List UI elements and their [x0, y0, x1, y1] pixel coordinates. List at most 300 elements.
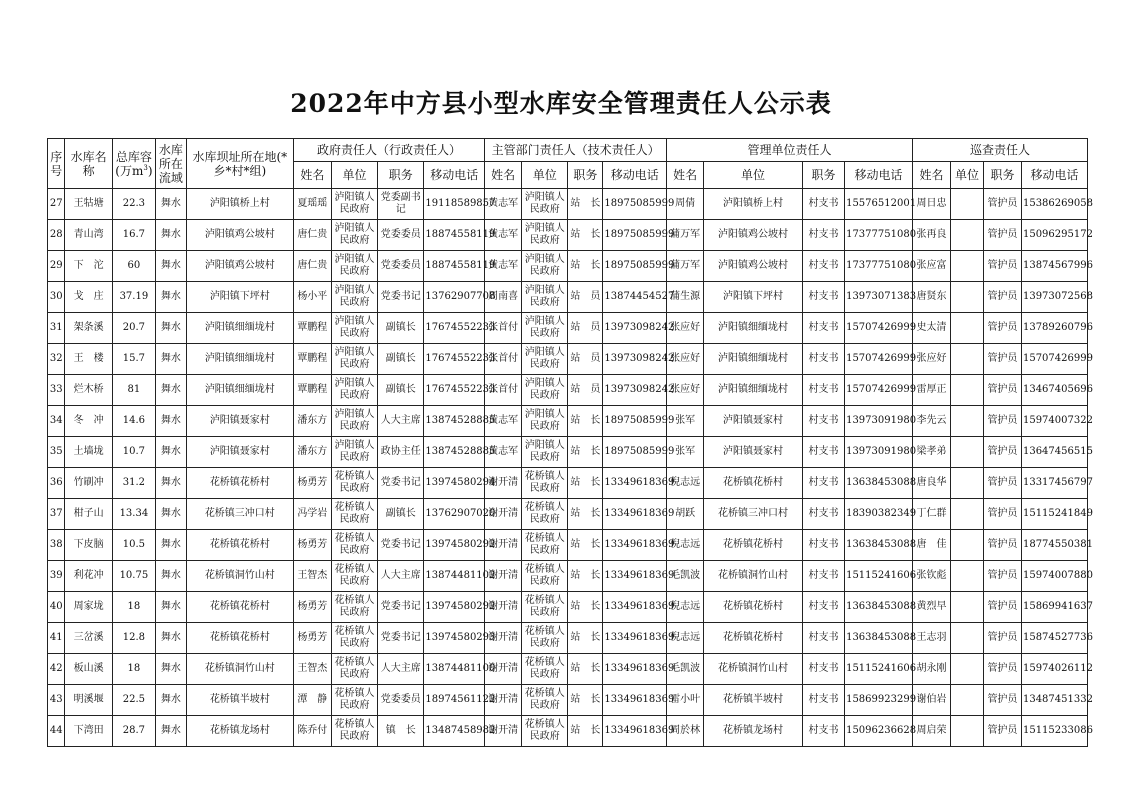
cell-reservoir-name: 下 沱	[65, 251, 112, 282]
cell-mgmt-phone: 13638453088	[845, 468, 913, 499]
cell-gov-phone: 13874528885	[424, 406, 485, 437]
cell-gov-unit: 泸阳镇人民政府	[331, 375, 377, 406]
cell-patrol-name: 李先云	[912, 406, 950, 437]
cell-dam-location: 花桥镇半坡村	[186, 685, 293, 716]
cell-patrol-name: 王志羽	[912, 623, 950, 654]
cell-gov-phone: 13974580294	[424, 468, 485, 499]
cell-patrol-unit	[951, 437, 984, 468]
cell-mgmt-post: 村支书	[802, 499, 844, 530]
header-capacity-close: )	[147, 163, 153, 178]
cell-mgmt-phone: 13973091980	[845, 406, 913, 437]
cell-mgmt-name: 倪志远	[667, 592, 704, 623]
cell-patrol-unit	[951, 375, 984, 406]
cell-mgmt-name: 蒲万军	[667, 251, 704, 282]
cell-reservoir-name: 周家垅	[65, 592, 112, 623]
cell-patrol-post: 管护员	[983, 437, 1021, 468]
cell-capacity: 13.34	[112, 499, 155, 530]
cell-dept-unit: 花桥镇人民政府	[522, 468, 568, 499]
cell-dept-post: 站 长	[568, 499, 603, 530]
cell-gov-post: 党委书记	[378, 530, 424, 561]
cell-mgmt-unit: 花桥镇三冲口村	[704, 499, 803, 530]
cell-seq: 42	[48, 654, 65, 685]
cell-mgmt-post: 村支书	[802, 282, 844, 313]
cell-dept-name: 谢开清	[485, 685, 522, 716]
page-title: 2022年中方县小型水库安全管理责任人公示表	[290, 89, 832, 118]
cell-mgmt-phone: 17377751080	[845, 220, 913, 251]
cell-mgmt-post: 村支书	[802, 406, 844, 437]
table-row	[48, 282, 1088, 313]
cell-gov-phone: 13974580292	[424, 530, 485, 561]
cell-basin: 舞水	[155, 375, 186, 406]
cell-patrol-phone: 13467405696	[1021, 375, 1087, 406]
cell-dam-location: 泸阳镇细缅垅村	[186, 313, 293, 344]
table-row	[48, 623, 1088, 654]
cell-dept-post: 站 长	[568, 685, 603, 716]
cell-patrol-phone: 13647456515	[1021, 437, 1087, 468]
cell-gov-name: 冯学岩	[293, 499, 331, 530]
cell-gov-unit: 泸阳镇人民政府	[331, 313, 377, 344]
cell-capacity: 18	[112, 592, 155, 623]
cell-mgmt-phone: 13973071383	[845, 282, 913, 313]
cell-gov-phone: 13487458982	[424, 716, 485, 747]
cell-dept-post: 站 长	[568, 623, 603, 654]
cell-dept-name: 谢开清	[485, 468, 522, 499]
cell-dept-name: 谢开清	[485, 499, 522, 530]
table-row	[48, 375, 1088, 406]
header-dept-unit: 单位	[522, 162, 568, 189]
cell-seq: 35	[48, 437, 65, 468]
cell-mgmt-unit: 泸阳镇细缅垅村	[704, 344, 803, 375]
cell-seq: 30	[48, 282, 65, 313]
cell-capacity: 15.7	[112, 344, 155, 375]
cell-dept-post: 站 长	[568, 220, 603, 251]
cell-patrol-post: 管护员	[983, 282, 1021, 313]
cell-dept-unit: 花桥镇人民政府	[522, 592, 568, 623]
cell-basin: 舞水	[155, 468, 186, 499]
cell-dept-post: 站 长	[568, 437, 603, 468]
cell-seq: 37	[48, 499, 65, 530]
cell-gov-phone: 19118589857	[424, 189, 485, 220]
cell-gov-unit: 花桥镇人民政府	[331, 716, 377, 747]
cell-gov-name: 杨勇芳	[293, 592, 331, 623]
cell-dept-unit: 泸阳镇人民政府	[522, 282, 568, 313]
cell-patrol-unit	[951, 251, 984, 282]
cell-mgmt-phone: 15576512001	[845, 189, 913, 220]
cell-basin: 舞水	[155, 530, 186, 561]
header-mgmt-phone: 移动电话	[845, 162, 913, 189]
cell-dam-location: 泸阳镇桥上村	[186, 189, 293, 220]
table-row	[48, 592, 1088, 623]
cell-mgmt-phone: 15869923299	[845, 685, 913, 716]
cell-patrol-phone: 13789260796	[1021, 313, 1087, 344]
cell-dept-phone: 13349618369	[603, 716, 667, 747]
cell-patrol-phone: 15707426999	[1021, 344, 1087, 375]
cell-mgmt-phone: 15707426999	[845, 344, 913, 375]
cell-patrol-post: 管护员	[983, 251, 1021, 282]
cell-gov-name: 覃鹏程	[293, 344, 331, 375]
cell-dept-name: 谢开清	[485, 592, 522, 623]
cell-gov-unit: 花桥镇人民政府	[331, 499, 377, 530]
cell-patrol-name: 丁仁群	[912, 499, 950, 530]
cell-dept-phone: 13349618369	[603, 499, 667, 530]
cell-patrol-unit	[951, 189, 984, 220]
cell-gov-name: 覃鹏程	[293, 313, 331, 344]
cell-patrol-post: 管护员	[983, 375, 1021, 406]
cell-mgmt-unit: 泸阳镇桥上村	[704, 189, 803, 220]
cell-reservoir-name: 王 楼	[65, 344, 112, 375]
cell-patrol-post: 管护员	[983, 530, 1021, 561]
cell-patrol-unit	[951, 220, 984, 251]
cell-gov-unit: 泸阳镇人民政府	[331, 251, 377, 282]
cell-dam-location: 花桥镇花桥村	[186, 468, 293, 499]
cell-patrol-unit	[951, 282, 984, 313]
cell-reservoir-name: 戈 庄	[65, 282, 112, 313]
cell-gov-unit: 泸阳镇人民政府	[331, 406, 377, 437]
cell-patrol-unit	[951, 592, 984, 623]
cell-mgmt-unit: 泸阳镇细缅垅村	[704, 313, 803, 344]
cell-mgmt-phone: 15096236628	[845, 716, 913, 747]
cell-patrol-name: 张钦彪	[912, 561, 950, 592]
header-capacity	[112, 139, 155, 189]
cell-capacity: 18	[112, 654, 155, 685]
cell-gov-phone: 13874481100	[424, 654, 485, 685]
cell-patrol-phone: 13487451332	[1021, 685, 1087, 716]
cell-patrol-name: 唐良华	[912, 468, 950, 499]
cell-gov-phone: 17674552233	[424, 313, 485, 344]
cell-capacity: 81	[112, 375, 155, 406]
cell-patrol-name: 黄烈早	[912, 592, 950, 623]
cell-gov-phone: 13874481102	[424, 561, 485, 592]
cell-dept-name: 黄志军	[485, 251, 522, 282]
cell-dept-unit: 泸阳镇人民政府	[522, 251, 568, 282]
cell-dam-location: 花桥镇三冲口村	[186, 499, 293, 530]
table-row	[48, 406, 1088, 437]
cell-dept-post: 站 长	[568, 530, 603, 561]
cell-basin: 舞水	[155, 282, 186, 313]
cell-seq: 39	[48, 561, 65, 592]
cell-gov-unit: 泸阳镇人民政府	[331, 189, 377, 220]
cell-mgmt-unit: 花桥镇花桥村	[704, 530, 803, 561]
cell-dept-post: 站 长	[568, 406, 603, 437]
cell-mgmt-phone: 15115241606	[845, 561, 913, 592]
cell-mgmt-name: 蒲生源	[667, 282, 704, 313]
cell-dept-unit: 花桥镇人民政府	[522, 685, 568, 716]
cell-patrol-phone: 15974007880	[1021, 561, 1087, 592]
cell-gov-unit: 花桥镇人民政府	[331, 468, 377, 499]
cell-gov-name: 唐仁贵	[293, 220, 331, 251]
cell-mgmt-phone: 15707426999	[845, 313, 913, 344]
cell-reservoir-name: 利花冲	[65, 561, 112, 592]
cell-gov-phone: 18974561122	[424, 685, 485, 716]
cell-reservoir-name: 明溪堰	[65, 685, 112, 716]
header-mgmt-name: 姓名	[667, 162, 704, 189]
table-row	[48, 189, 1088, 220]
cell-capacity: 16.7	[112, 220, 155, 251]
cell-dept-phone: 18975085999	[603, 189, 667, 220]
cell-patrol-name: 张应富	[912, 251, 950, 282]
cell-dept-phone: 13349618369	[603, 468, 667, 499]
cell-dept-name: 黄志军	[485, 189, 522, 220]
cell-basin: 舞水	[155, 437, 186, 468]
cell-dam-location: 泸阳镇细缅垅村	[186, 344, 293, 375]
cell-reservoir-name: 下皮脑	[65, 530, 112, 561]
cell-basin: 舞水	[155, 220, 186, 251]
cell-dept-phone: 13973098242	[603, 375, 667, 406]
table-row	[48, 530, 1088, 561]
cell-reservoir-name: 王牯塘	[65, 189, 112, 220]
cell-basin: 舞水	[155, 189, 186, 220]
cell-capacity: 14.6	[112, 406, 155, 437]
cell-dept-post: 站 长	[568, 561, 603, 592]
cell-patrol-phone: 15115233086	[1021, 716, 1087, 747]
cell-mgmt-name: 蒲万军	[667, 220, 704, 251]
cell-dept-post: 站 长	[568, 468, 603, 499]
header-group-gov: 政府责任人（行政责任人）	[293, 139, 484, 162]
cell-gov-unit: 花桥镇人民政府	[331, 530, 377, 561]
cell-mgmt-name: 周於林	[667, 716, 704, 747]
cell-dept-name: 周南喜	[485, 282, 522, 313]
cell-patrol-unit	[951, 561, 984, 592]
cell-seq: 33	[48, 375, 65, 406]
table-row	[48, 561, 1088, 592]
header-basin: 水库所在流域	[155, 139, 186, 189]
cell-seq: 38	[48, 530, 65, 561]
cell-basin: 舞水	[155, 251, 186, 282]
cell-mgmt-phone: 15707426999	[845, 375, 913, 406]
cell-mgmt-unit: 花桥镇花桥村	[704, 623, 803, 654]
cell-dept-post: 站 员	[568, 375, 603, 406]
cell-mgmt-name: 张应好	[667, 344, 704, 375]
cell-mgmt-unit: 花桥镇半坡村	[704, 685, 803, 716]
cell-seq: 41	[48, 623, 65, 654]
cell-gov-name: 覃鹏程	[293, 375, 331, 406]
cell-gov-unit: 泸阳镇人民政府	[331, 437, 377, 468]
cell-gov-unit: 花桥镇人民政府	[331, 623, 377, 654]
cell-seq: 27	[48, 189, 65, 220]
cell-gov-phone: 13974580292	[424, 592, 485, 623]
cell-dept-phone: 18975085999	[603, 251, 667, 282]
cell-dept-post: 站 长	[568, 654, 603, 685]
table-row	[48, 499, 1088, 530]
cell-dept-name: 谢开清	[485, 654, 522, 685]
cell-reservoir-name: 架条溪	[65, 313, 112, 344]
cell-reservoir-name: 柑子山	[65, 499, 112, 530]
cell-patrol-post: 管护员	[983, 220, 1021, 251]
cell-patrol-unit	[951, 685, 984, 716]
cell-patrol-unit	[951, 468, 984, 499]
cell-dam-location: 花桥镇花桥村	[186, 530, 293, 561]
cell-reservoir-name: 竹刷冲	[65, 468, 112, 499]
cell-patrol-phone: 15874527736	[1021, 623, 1087, 654]
cell-gov-name: 杨勇芳	[293, 623, 331, 654]
cell-dept-phone: 13973098242	[603, 344, 667, 375]
cell-patrol-phone: 15386269058	[1021, 189, 1087, 220]
cell-dept-unit: 花桥镇人民政府	[522, 530, 568, 561]
cell-basin: 舞水	[155, 716, 186, 747]
cell-dept-post: 站 员	[568, 313, 603, 344]
cell-dept-unit: 泸阳镇人民政府	[522, 375, 568, 406]
cell-mgmt-phone: 13638453088	[845, 592, 913, 623]
cell-reservoir-name: 冬 冲	[65, 406, 112, 437]
cell-mgmt-post: 村支书	[802, 313, 844, 344]
cell-seq: 36	[48, 468, 65, 499]
cell-dam-location: 花桥镇花桥村	[186, 623, 293, 654]
cell-dept-name: 黄志军	[485, 406, 522, 437]
cell-seq: 43	[48, 685, 65, 716]
cell-mgmt-unit: 花桥镇花桥村	[704, 468, 803, 499]
cell-mgmt-name: 毛凯波	[667, 654, 704, 685]
cell-mgmt-unit: 花桥镇花桥村	[704, 592, 803, 623]
cell-patrol-post: 管护员	[983, 189, 1021, 220]
cell-patrol-name: 唐贤东	[912, 282, 950, 313]
header-mgmt-post: 职务	[802, 162, 844, 189]
cell-dept-unit: 泸阳镇人民政府	[522, 437, 568, 468]
cell-dept-phone: 13349618369	[603, 561, 667, 592]
cell-dept-name: 张首付	[485, 313, 522, 344]
cell-mgmt-unit: 泸阳镇聂家村	[704, 437, 803, 468]
cell-gov-phone: 13762907020	[424, 499, 485, 530]
cell-seq: 29	[48, 251, 65, 282]
cell-dam-location: 泸阳镇鸡公坡村	[186, 220, 293, 251]
cell-gov-phone: 18874558119	[424, 220, 485, 251]
cell-capacity: 12.8	[112, 623, 155, 654]
cell-patrol-name: 周日忠	[912, 189, 950, 220]
cell-capacity: 60	[112, 251, 155, 282]
cell-dam-location: 泸阳镇聂家村	[186, 406, 293, 437]
cell-patrol-phone: 13317456797	[1021, 468, 1087, 499]
cell-patrol-unit	[951, 406, 984, 437]
table-row	[48, 220, 1088, 251]
cell-gov-post: 党委委员	[378, 685, 424, 716]
cell-dept-unit: 花桥镇人民政府	[522, 716, 568, 747]
cell-dept-name: 谢开清	[485, 561, 522, 592]
cell-capacity: 10.7	[112, 437, 155, 468]
cell-patrol-name: 唐 佳	[912, 530, 950, 561]
cell-gov-post: 副镇长	[378, 375, 424, 406]
cell-gov-phone: 18874558119	[424, 251, 485, 282]
cell-mgmt-unit: 泸阳镇细缅垅村	[704, 375, 803, 406]
table-row	[48, 685, 1088, 716]
header-group-patrol: 巡查责任人	[912, 139, 1087, 162]
cell-capacity: 22.3	[112, 189, 155, 220]
cell-gov-name: 陈乔付	[293, 716, 331, 747]
cell-gov-post: 党委书记	[378, 592, 424, 623]
cell-gov-post: 党委书记	[378, 282, 424, 313]
cell-dept-unit: 花桥镇人民政府	[522, 499, 568, 530]
header-dam-location: 水库坝址所在地(*乡*村*组)	[186, 139, 293, 189]
cell-dept-name: 谢开清	[485, 623, 522, 654]
cell-dept-name: 张首付	[485, 375, 522, 406]
cell-basin: 舞水	[155, 685, 186, 716]
cell-patrol-name: 梁孝弟	[912, 437, 950, 468]
cell-mgmt-post: 村支书	[802, 623, 844, 654]
cell-patrol-post: 管护员	[983, 468, 1021, 499]
header-gov-unit: 单位	[331, 162, 377, 189]
cell-dept-phone: 18975085999	[603, 437, 667, 468]
cell-gov-unit: 泸阳镇人民政府	[331, 344, 377, 375]
header-seq: 序号	[48, 139, 65, 189]
cell-mgmt-post: 村支书	[802, 685, 844, 716]
header-mgmt-unit: 单位	[704, 162, 803, 189]
cell-mgmt-phone: 15115241606	[845, 654, 913, 685]
cell-basin: 舞水	[155, 592, 186, 623]
cell-dept-name: 谢开清	[485, 716, 522, 747]
cell-mgmt-name: 倪志远	[667, 468, 704, 499]
cell-dept-phone: 13349618369	[603, 654, 667, 685]
cell-mgmt-name: 张应好	[667, 375, 704, 406]
cell-mgmt-post: 村支书	[802, 592, 844, 623]
table-row	[48, 251, 1088, 282]
cell-mgmt-unit: 花桥镇龙场村	[704, 716, 803, 747]
cell-mgmt-name: 张军	[667, 437, 704, 468]
cell-dept-name: 谢开清	[485, 530, 522, 561]
cell-patrol-phone: 13973072568	[1021, 282, 1087, 313]
responsibility-table	[47, 138, 1093, 747]
cell-capacity: 28.7	[112, 716, 155, 747]
cell-patrol-unit	[951, 530, 984, 561]
cell-patrol-post: 管护员	[983, 685, 1021, 716]
cell-gov-name: 杨勇芳	[293, 468, 331, 499]
table-body	[48, 189, 1093, 747]
cell-mgmt-unit: 花桥镇洞竹山村	[704, 654, 803, 685]
cell-capacity: 10.75	[112, 561, 155, 592]
cell-gov-unit: 花桥镇人民政府	[331, 685, 377, 716]
cell-gov-post: 人大主席	[378, 561, 424, 592]
cell-gov-unit: 花桥镇人民政府	[331, 592, 377, 623]
cell-mgmt-post: 村支书	[802, 189, 844, 220]
cell-mgmt-post: 村支书	[802, 654, 844, 685]
header-patrol-post: 职务	[983, 162, 1021, 189]
cell-dept-post: 站 长	[568, 592, 603, 623]
cell-dept-unit: 花桥镇人民政府	[522, 654, 568, 685]
cell-patrol-post: 管护员	[983, 654, 1021, 685]
cell-dept-phone: 13874454527	[603, 282, 667, 313]
cell-patrol-unit	[951, 499, 984, 530]
cell-patrol-name: 周启荣	[912, 716, 950, 747]
cell-patrol-post: 管护员	[983, 313, 1021, 344]
cell-patrol-unit	[951, 344, 984, 375]
table-row	[48, 654, 1088, 685]
cell-capacity: 10.5	[112, 530, 155, 561]
cell-mgmt-post: 村支书	[802, 344, 844, 375]
cell-seq: 28	[48, 220, 65, 251]
cell-patrol-unit	[951, 313, 984, 344]
header-capacity-text: 总库容(万m	[115, 149, 152, 178]
cell-dam-location: 泸阳镇鸡公坡村	[186, 251, 293, 282]
cell-dept-name: 张首付	[485, 344, 522, 375]
cell-mgmt-name: 倪志远	[667, 530, 704, 561]
cell-gov-name: 王智杰	[293, 654, 331, 685]
cell-dept-post: 站 员	[568, 282, 603, 313]
header-gov-name: 姓名	[293, 162, 331, 189]
cell-dept-phone: 13349618369	[603, 592, 667, 623]
cell-mgmt-phone: 17377751080	[845, 251, 913, 282]
cell-gov-name: 杨小平	[293, 282, 331, 313]
cell-dept-unit: 泸阳镇人民政府	[522, 313, 568, 344]
cell-mgmt-phone: 18390382349	[845, 499, 913, 530]
header-group-dept: 主管部门责任人（技术责任人）	[485, 139, 667, 162]
cell-mgmt-name: 张军	[667, 406, 704, 437]
header-reservoir-name: 水库名称	[65, 139, 112, 189]
cell-patrol-unit	[951, 716, 984, 747]
cell-patrol-phone: 15974026112	[1021, 654, 1087, 685]
cell-patrol-post: 管护员	[983, 406, 1021, 437]
cell-patrol-unit	[951, 654, 984, 685]
cell-seq: 32	[48, 344, 65, 375]
cell-gov-name: 唐仁贵	[293, 251, 331, 282]
cell-dam-location: 花桥镇洞竹山村	[186, 561, 293, 592]
cell-gov-post: 政协主任	[378, 437, 424, 468]
